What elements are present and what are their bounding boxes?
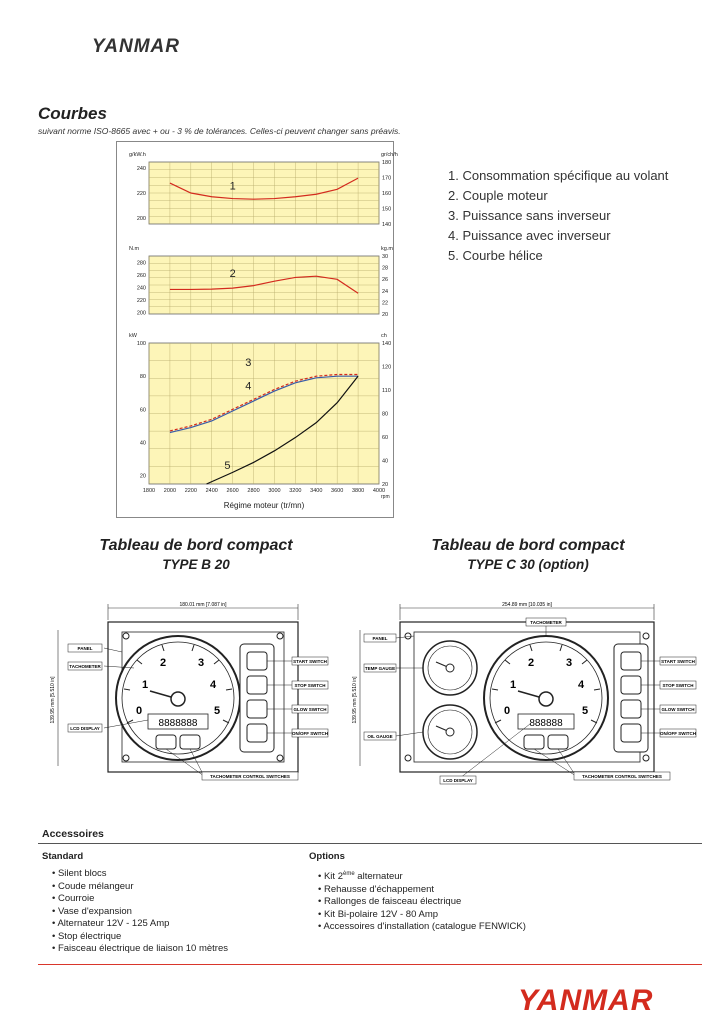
x-tick-label: 3600 (331, 488, 344, 494)
x-tick-label: 3800 (351, 488, 365, 494)
y-tick-label: 40 (139, 440, 146, 447)
dial-number: 4 (210, 679, 217, 691)
dial-number: 1 (510, 679, 517, 691)
legend-item: 4. Puissance avec inverseur (448, 228, 611, 243)
stop-switch[interactable] (247, 676, 267, 694)
y-tick-label-right: 26 (382, 277, 389, 284)
dial-number: 0 (136, 705, 143, 717)
legend-item: 3. Puissance sans inverseur (448, 208, 611, 223)
courbes-title: Courbes (38, 104, 107, 123)
glow-switch[interactable] (621, 700, 641, 718)
y-tick-label-right: 20 (382, 482, 389, 488)
y-tick-label-right: 24 (382, 288, 389, 295)
curve-number-label: 3 (245, 357, 252, 370)
x-tick-label: 2200 (184, 488, 197, 494)
tableau-c-title: Tableau de bord compact (431, 537, 625, 554)
label-start: START SWITCH (661, 659, 695, 664)
y-tick-label-right: 60 (382, 435, 389, 441)
y-axis-label-right: ch (381, 333, 387, 339)
y-tick-label: 20 (139, 473, 146, 480)
tableau-b-title: Tableau de bord compact (99, 537, 293, 554)
start-switch[interactable] (247, 652, 267, 670)
label-onoff: ON/OFF SWITCH (660, 731, 696, 736)
tacho-control-switch[interactable] (180, 735, 200, 749)
y-tick-label-right: 160 (382, 191, 392, 197)
tacho-control-switch[interactable] (524, 735, 544, 749)
label-stop: STOP SWITCH (294, 683, 326, 688)
tableau-c-diagram (340, 596, 702, 796)
brand-logo-top: YANMAR (92, 36, 180, 57)
x-tick-label: 4000 (372, 488, 386, 494)
onoff-switch[interactable] (247, 724, 267, 742)
performance-charts-svg (117, 142, 398, 519)
y-tick-label-right: 28 (382, 265, 389, 272)
label-panel: PANEL (77, 646, 93, 651)
stop-switch[interactable] (621, 676, 641, 694)
curve-legend (448, 166, 668, 266)
label-tacho-ctrl: TACHOMETER CONTROL SWITCHES (582, 774, 662, 779)
dial-number: 3 (566, 657, 573, 669)
dial-number: 0 (504, 705, 511, 717)
y-tick-label: 260 (136, 272, 146, 279)
list-item: • Vase d'expansion (52, 906, 228, 919)
y-tick-label-right: 140 (382, 341, 392, 347)
x-tick-label: 2800 (247, 488, 260, 494)
start-switch[interactable] (621, 652, 641, 670)
y-tick-label-right: 40 (382, 458, 389, 465)
y-tick-label: 280 (136, 260, 146, 267)
y-tick-label-right: 80 (382, 411, 389, 418)
label-lcd: LCD DISPLAY (443, 778, 473, 783)
options-list (318, 868, 526, 934)
label-oil: OIL GAUGE (367, 734, 393, 739)
y-tick-label-right: 30 (382, 254, 389, 260)
dial-number: 1 (142, 679, 149, 691)
dial-number: 5 (214, 705, 221, 717)
height-dimension: 139.95 mm [5.510 in] (50, 676, 56, 724)
y-tick-label-right: 20 (382, 312, 389, 318)
lcd-value: 8888888 (158, 718, 198, 729)
label-tacho-ctrl: TACHOMETER CONTROL SWITCHES (210, 774, 290, 779)
lcd-value: 888888 (529, 718, 563, 729)
legend-item: 2. Couple moteur (448, 188, 548, 203)
height-dimension: 139.95 mm [5.510 in] (352, 676, 358, 724)
label-onoff: ON/OFF SWITCH (292, 731, 328, 736)
list-item: • Accessoires d'installation (catalogue FENWICK) (318, 921, 526, 934)
footer-divider (38, 964, 702, 965)
glow-switch[interactable] (247, 700, 267, 718)
legend-item: 1. Consommation spécifique au volant (448, 168, 669, 183)
dial-number: 2 (160, 657, 167, 669)
performance-charts (116, 141, 398, 518)
list-item: • Rehausse d'échappement (318, 884, 526, 897)
width-dimension: 254.89 mm [10.035 in] (502, 602, 552, 608)
y-tick-label: 240 (136, 166, 146, 173)
onoff-switch[interactable] (621, 724, 641, 742)
divider (38, 843, 702, 844)
y-axis-label-right: kg.m (381, 246, 393, 252)
y-tick-label: 240 (136, 285, 146, 292)
y-tick-label-right: 140 (382, 222, 392, 228)
options-title: Options (309, 851, 345, 862)
x-tick-label: 2600 (226, 488, 239, 494)
y-tick-label: 80 (139, 374, 146, 381)
y-tick-label-right: 150 (382, 206, 392, 213)
y-tick-label: 200 (136, 310, 146, 317)
curve-number-label: 1 (229, 180, 236, 193)
courbes-subtitle: suivant norme ISO-8665 avec + ou - 3 % de tolérances. Celles-ci peuvent changer sans préavis. (38, 126, 401, 136)
tableau-b-type: TYPE B 20 (162, 557, 230, 572)
label-start: START SWITCH (293, 659, 327, 664)
x-tick-label: 2400 (205, 488, 218, 494)
x-tick-label: 2000 (163, 488, 177, 494)
list-item: • Kit 2ème alternateur (318, 868, 526, 884)
dial-number: 3 (198, 657, 205, 669)
brand-logo-bottom: YANMAR (518, 984, 654, 1017)
legend-item: 5. Courbe hélice (448, 248, 543, 263)
list-item: • Rallonges de faisceau électrique (318, 896, 526, 909)
x-unit: rpm (381, 494, 390, 500)
dial-number: 4 (578, 679, 585, 691)
y-tick-label: 220 (136, 298, 146, 305)
list-item: • Kit Bi-polaire 12V - 80 Amp (318, 909, 526, 922)
label-glow: GLOW SWITCH (293, 707, 327, 712)
curve-number-label: 4 (245, 380, 252, 393)
curve-number-label: 2 (229, 267, 236, 280)
width-dimension: 180.01 mm [7.087 in] (179, 602, 227, 608)
tacho-control-switch[interactable] (156, 735, 176, 749)
standard-title: Standard (42, 851, 84, 862)
tableau-b-diagram (38, 596, 358, 796)
y-tick-label-right: 22 (382, 300, 389, 307)
list-item: • Alternateur 12V - 125 Amp (52, 918, 228, 931)
y-axis-label: kW (129, 333, 137, 339)
list-item: • Coude mélangeur (52, 881, 228, 894)
list-item: • Silent blocs (52, 868, 228, 881)
y-tick-label-right: 170 (382, 175, 392, 182)
list-item: • Courroie (52, 893, 228, 906)
x-axis-label: Régime moteur (tr/mn) (223, 501, 305, 510)
y-tick-label-right: 120 (382, 364, 392, 371)
x-tick-label: 3000 (268, 488, 281, 494)
x-tick-label: 3400 (310, 488, 323, 494)
standard-list (52, 868, 228, 956)
x-tick-label: 1800 (142, 488, 156, 494)
y-axis-label: N.m (129, 246, 140, 252)
y-axis-label: g/kW.h (129, 152, 146, 158)
label-tachometer: TACHOMETER (69, 664, 101, 669)
y-tick-label: 220 (136, 191, 146, 197)
curve-number-label: 5 (224, 460, 231, 473)
label-temp: TEMP GAUGE (364, 666, 396, 671)
y-tick-label-right: 110 (382, 388, 391, 394)
label-glow: GLOW SWITCH (661, 707, 695, 712)
list-item: • Stop électrique (52, 931, 228, 944)
accessoires-title: Accessoires (42, 828, 104, 840)
label-lcd: LCD DISPLAY (70, 726, 100, 731)
y-axis-label-right: gr/ch/h (381, 152, 398, 158)
dial-number: 5 (582, 705, 589, 717)
tableau-c-type: TYPE C 30 (option) (467, 557, 589, 572)
y-tick-label: 100 (136, 341, 146, 347)
y-tick-label-right: 180 (382, 160, 392, 166)
tacho-control-switch[interactable] (548, 735, 568, 749)
dial-number: 2 (528, 657, 535, 669)
y-tick-label: 60 (139, 407, 146, 414)
x-tick-label: 3200 (289, 488, 302, 494)
label-tachometer: TACHOMETER (530, 620, 562, 625)
list-item: • Faisceau électrique de liaison 10 mètres (52, 943, 228, 956)
label-stop: STOP SWITCH (662, 683, 694, 688)
label-panel: PANEL (372, 636, 388, 641)
y-tick-label: 200 (136, 215, 146, 222)
